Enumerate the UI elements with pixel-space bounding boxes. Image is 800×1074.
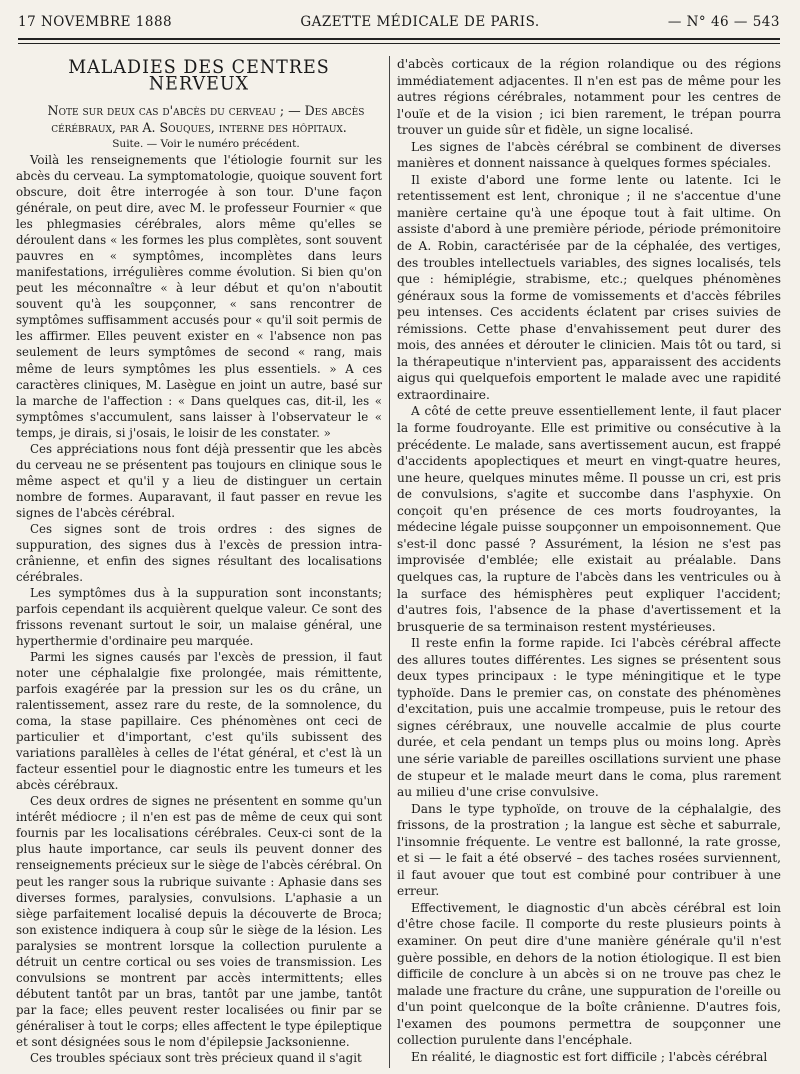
paragraph: Parmi les signes causés par l'excès de pression, il faut noter une céphalalgie fixe prolongée, mais rémittente, parfois exagérée par la pression sur les os du crâne, un ralentissement, assez rare du reste, de la somnolence, du coma, la stase papillaire. Ces phénomènes ont ceci de particulier et d'important, c'est qu'ils subissent des variations parallèles à celles de l'état général, et c'est là un facteur essentiel pour le diagnostic entre les tumeurs et les abcès cérébraux. <box>16 650 382 793</box>
continuation-note: Suite. — Voir le numéro précédent. <box>112 138 300 151</box>
issue-number: — N° 46 — 543 <box>667 14 780 30</box>
paragraph: Il existe d'abord une forme lente ou latente. Ici le retentissement est lent, chronique ; il ne s'accentue d'une manière certaine qu'à une époque tout à fait ultime. On assiste d'abord à une première période, période prémonitoire de A. Robin, caractérisée par de la céphalée, des vertiges, des troubles intellectuels variables, des signes localisés, tels que : hémiplégie, strabisme, etc.; quelques phénomènes généraux sous la forme de vomissements et d'accès fébriles peu intenses. Ces accidents éclatent par crises suivies de rémissions. Cette phase d'envahissement peut durer des mois, des années et dérouter le clinicien. Mais tôt ou tard, si la thérapeutique n'intervient pas, apparaissent des accidents aigus qui quelquefois emportent le malade avec une rapidité extraordinaire. <box>397 172 781 402</box>
section-title: MALADIES DES CENTRES NERVEUX <box>68 57 330 95</box>
paragraph: Dans le type typhoïde, on trouve de la céphalalgie, des frissons, de la prostration ; la langue est sèche et saburrale, l'insomnie fréquente. Le ventre est ballonné, la rate grosse, et si — le fait a été observé – des taches rosées surviennent, il faut avouer que tout est combiné pour contribuer à une erreur. <box>397 801 781 899</box>
header-rule <box>18 38 780 40</box>
paragraph: Ces deux ordres de signes ne présentent en somme qu'un intérêt médiocre ; il n'en est pas de même de ceux qui sont fournis par les localisations cérébrales. Ceux-ci sont de la plus haute importance, car seuls ils peuvent donner des renseignements précieux sur le siège de l'abcès cérébral. On peut les ranger sous la rubrique suivante : Aphasie dans ses diverses formes, paralysies, convulsions. L'aphasie a un siège parfaitement localisé depuis la découverte de Broca; son existence indiquera à coup sûr le siège de la lésion. Les paralysies se montrent lorsque la collection purulente a détruit un centre cortical ou ses voies de transmission. Les convulsions se montrent par accès intermittents; elles débutent tantôt par un bras, tantôt par une jambe, tantôt par la face; elles peuvent rester localisées ou finir par se généraliser à tout le corps; elles affectent le type épileptique et sont désignées sous le nom d'épilepsie Jacksonienne. <box>16 794 382 1049</box>
journal-title: GAZETTE MÉDICALE DE PARIS. <box>300 14 540 30</box>
column-divider <box>389 56 390 1068</box>
left-column <box>16 56 382 1066</box>
header-rule-thin <box>18 43 780 44</box>
paragraph: Il reste enfin la forme rapide. Ici l'abcès cérébral affecte des allures toutes différentes. Les signes se présentent sous deux types principaux : le type méningitique et le type typhoïde. Dans le premier cas, on constate des phénomènes d'excitation, puis une accalmie trompeuse, puis le retour des signes cérébraux, une nouvelle accalmie de plus courte durée, et cela pendant un temps plus ou moins long. Après une série variable de pareilles oscillations survient une phase de stupeur et le malade meurt dans le coma, plus rarement au milieu d'une crise convulsive. <box>397 636 781 800</box>
paragraph: Voilà les renseignements que l'étiologie fournit sur les abcès du cerveau. La symptomatologie, quoique souvent fort obscure, doit être interrogée à son tour. D'une façon générale, on peut dire, avec M. le professeur Fournier « que les phlegmasies cérébrales, alors même qu'elles se déroulent dans « les formes les plus complètes, sont souvent pauvres en « symptômes, incomplètes dans leurs manifestations, irrégulières comme évolution. Si bien qu'on peut les méconnaître « à leur début et qu'on n'aboutit souvent qu'à les soupçonner, « sans rencontrer de symptômes suffisamment accusés pour « qu'il soit permis de les affirmer. Elles peuvent exister en « l'absence non pas seulement de leurs symptômes de second « rang, mais même de leurs symptômes les plus essentiels. » A ces caractères cliniques, M. Lasègue en joint un autre, basé sur la marche de l'affection : « Dans quelques cas, dit-il, les « symptômes s'accumulent, sans laisser à l'observateur le « temps, je dirais, si j'osais, le loisir de les constater. » <box>16 153 382 440</box>
paragraph: A côté de cette preuve essentiellement lente, il faut placer la forme foudroyante. Elle est primitive ou consécutive à la précédente. Le malade, sans avertissement aucun, est frappé d'accidents apoplectiques et meurt en vingt-quatre heures, une heure, quelques minutes même. Il pousse un cri, est pris de convulsions, s'agite et succombe dans l'asphyxie. On conçoit qu'en présence de ces morts foudroyantes, la médecine légale puisse soupçonner un empoisonnement. Que s'est-il donc passé ? Assurément, la lésion ne s'est pas improvisée d'emblée; elle existait au préalable. Dans quelques cas, la rupture de l'abcès dans les ventricules ou à la surface des hémisphères peut expliquer l'accident; d'autres fois, l'absence de la phase d'avertissement et la brusquerie de sa terminaison restent mystérieuses. <box>397 404 781 634</box>
paragraph: d'abcès corticaux de la région rolandique ou des régions immédiatement adjacentes. Il n'en est pas de même pour les autres régions cérébrales, notamment pour les centres de l'ouïe et de la vision ; ici bien rarement, le trépan pourra trouver un guide sûr et fidèle, un signe localisé. <box>397 57 781 138</box>
page-header <box>18 14 780 36</box>
paragraph: Les symptômes dus à la suppuration sont inconstants; parfois cependant ils acquièrent quelque valeur. Ce sont des frissons revenant surtout le soir, un malaise général, une hyperthermie d'ordinaire peu marquée. <box>16 585 382 649</box>
article-heading: Note sur deux cas d'abcès du cerveau ; — Des abcès cérébraux, par A. Souques, interne des hôpitaux. <box>47 103 365 136</box>
paragraph: En réalité, le diagnostic est fort difficile ; l'abcès cérébral <box>411 1049 768 1064</box>
right-column <box>397 56 781 1065</box>
paragraph: Les signes de l'abcès cérébral se combinent de diverses manières et donnent naissance à quelques formes spéciales. <box>397 139 781 171</box>
paragraph: Effectivement, le diagnostic d'un abcès cérébral est loin d'être chose facile. Il comporte du reste plusieurs points à examiner. On peut dire d'une manière générale qu'il n'est guère possible, en dehors de la notion étiologique. Il est bien difficile de conclure à un abcès si on ne trouve pas chez le malade une fracture du crâne, une suppuration de l'oreille ou d'un point quelconque de la boîte crânienne. D'autres fois, l'examen des poumons permettra de soupçonner une collection purulente dans l'encéphale. <box>397 900 781 1048</box>
paragraph: Ces troubles spéciaux sont très précieux quand il s'agit <box>30 1050 362 1065</box>
paragraph: Ces signes sont de trois ordres : des signes de suppuration, des signes dus à l'excès de pression intra-crânienne, et enfin des signes résultant des localisations cérébrales. <box>16 521 382 584</box>
paragraph: Ces appréciations nous font déjà pressentir que les abcès du cerveau ne se présentent pas toujours en clinique sous le même aspect et qu'il y a lieu de distinguer un certain nombre de formes. Auparavant, il faut passer en revue les signes de l'abcès cérébral. <box>16 441 382 520</box>
header-date: 17 NOVEMBRE 1888 <box>18 14 173 30</box>
